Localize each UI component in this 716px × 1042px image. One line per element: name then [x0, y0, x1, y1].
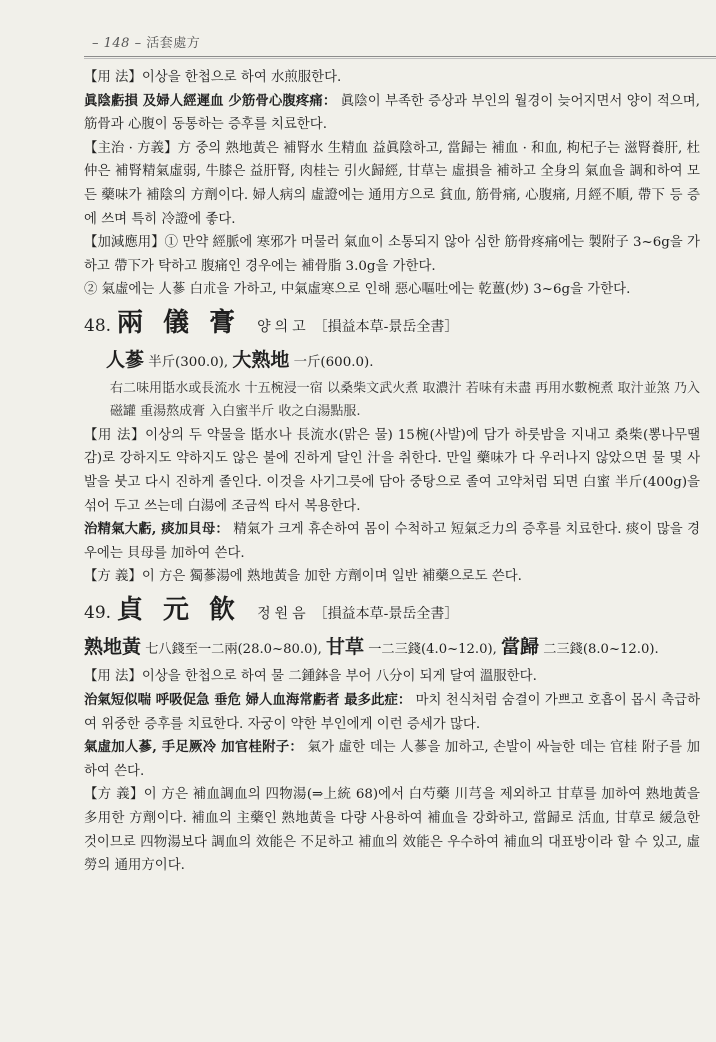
indication-paragraph — [84, 90, 700, 137]
header-rule — [84, 56, 716, 57]
page-body — [84, 66, 700, 878]
formula-source: ［損益本草-景岳全書］ — [313, 318, 459, 335]
formula-number: 48. — [84, 315, 112, 336]
ingredient-name: 大熟地 — [232, 348, 290, 371]
indication-paragraph — [84, 518, 700, 565]
indication-text: 眞陰이 부족한 증상과 부인의 월경이 늦어지면서 양이 적으며, 筋骨과 心腹이 동통하는 증후를 치료한다. — [84, 93, 700, 133]
ingredient-name: 熟地黃 — [84, 636, 142, 659]
indication-heading: 治氣短似喘 呼吸促急 垂危 婦人血海常虧者 最多此症： — [84, 692, 412, 709]
ingredient-line — [106, 346, 700, 377]
formula-reading: 양의고 — [257, 318, 310, 335]
ingredient-amount: 半斤(300.0), — [148, 354, 229, 370]
indication-text: 氣가 虛한 데는 人蔘을 加하고, 손발이 싸늘한 데는 官桂 附子를 加하여 쓴다. — [84, 740, 700, 779]
formula-name: 貞元飮 — [117, 594, 256, 625]
ingredient-amount: 七八錢至一二兩(28.0~80.0), — [145, 642, 322, 658]
formula-meaning-paragraph: 【方 義】이 方은 獨蔘湯에 熟地黃을 加한 方劑이며 일반 補藥으로도 쓴다. — [84, 569, 522, 585]
ingredient-amount: 一斤(600.0). — [293, 354, 374, 370]
indication-heading: 眞陰虧損 及婦人經遲血 少筋骨心腹疼痛： — [84, 92, 337, 109]
indication-paragraph — [84, 689, 700, 736]
indication-heading: 氣虛加人蔘, 手足厥冷 加官桂附子： — [84, 739, 304, 756]
indication-paragraph-2 — [84, 736, 700, 783]
ingredient-amount: 一二三錢(4.0~12.0), — [368, 642, 497, 658]
main-treatment-paragraph: 【主治 · 方義】方 중의 熟地黃은 補腎水 生精血 益眞陰하고, 當歸는 補血 · 和血, 枸杞子는 滋腎養肝, 杜仲은 補腎精氣虛弱, 牛膝은 益肝腎, 肉桂는 引火歸經, 甘草는 虛損을 補하고 全身의 氣血을 調和하여 모든 藥味가 補陰의 方劑이다. 婦人病의 虛證에는 通用方으로 貧血, 筋骨痛, 心腹痛, 月經不順, 帶下 등 증에 쓰며 특히 冷證에 좋다. — [84, 140, 700, 227]
modification-paragraph-2: ② 氣虛에는 人蔘 白朮을 가하고, 中氣虛寒으로 인해 惡心嘔吐에는 乾薑(炒) 3~6g을 가한다. — [84, 282, 631, 298]
ingredient-amount: 二三錢(8.0~12.0). — [543, 642, 659, 658]
usage-paragraph: 【用 法】이상을 한첩으로 하여 물 二鍾鉢을 부어 八分이 되게 달여 溫服한다. — [84, 669, 537, 685]
formula-name: 兩儀膏 — [117, 307, 256, 338]
indication-text: 精氣가 크게 휴손하여 몸이 수척하고 短氣乏力의 증후를 치료한다. 痰이 많을 경우에는 貝母를 加하여 쓴다. — [84, 522, 701, 561]
indication-text: 마치 천식처럼 숨결이 가쁘고 호흡이 몹시 촉급하여 위중한 증후를 치료한다. 자궁이 약한 부인에게 이런 증세가 많다. — [84, 693, 701, 732]
formula-heading-48 — [84, 307, 700, 340]
formula-source: ［損益本草-景岳全書］ — [313, 605, 459, 622]
page-number: 148 — [103, 36, 130, 51]
usage-paragraph: 【用 法】이상의 두 약물을 甛水나 長流水(맑은 물) 15椀(사발)에 담가 하룻밤을 지내고 桑柴(뽕나무땔감)로 강하지도 약하지도 않은 불에 진하게 달인 汁을 취한다. 만일 藥味가 다 우러나지 않았으면 물 몇 사발을 붓고 다시 진하게 졸인다. 이것을 사기그릇에 담아 중탕으로 졸여 고약처럼 되면 白蜜 半斤(400g)을 섞어 두고 쓰는데 白湯에 조금씩 타서 복용한다. — [84, 427, 700, 514]
usage-paragraph: 【用 法】이상을 한첩으로 하여 水煎服한다. — [84, 70, 342, 85]
ingredient-line — [84, 632, 700, 665]
ingredient-name: 當歸 — [501, 636, 540, 659]
formula-meaning-paragraph: 【方 義】이 方은 補血調血의 四物湯(⇒上統 68)에서 白芍藥 川芎을 제외하고 甘草를 加하여 熟地黃을 多用한 方劑이다. 補血의 主藥인 熟地黃을 다량 사용하여 補血을 강화하고, 當歸로 活血, 甘草로 緩急한 것이므로 四物湯보다 調血의 效能은 不足하고 補血의 效能은 우수하여 補血의 대표방이라 할 수 있고, 虛勞의 通用方이다. — [84, 787, 700, 874]
header-rule-secondary — [84, 58, 716, 59]
preparation-text: 右二味用甛水或長流水 十五椀浸一宿 以桑柴文武火煮 取濃汁 若味有未盡 再用水數椀煮 取汁並煞 乃入磁罐 重湯熬成膏 入白蜜半斤 收之白湯點服. — [110, 380, 700, 420]
running-header: – 148 – 活套處方 — [92, 36, 201, 51]
book-title: 活套處方 — [146, 36, 201, 51]
ingredient-name: 人蔘 — [106, 348, 145, 371]
ingredient-name: 甘草 — [326, 636, 365, 659]
modification-paragraph: 【加減應用】① 만약 經脈에 寒邪가 머물러 氣血이 소통되지 않아 심한 筋骨疼痛에는 製附子 3~6g을 가하고 帶下가 탁하고 腹痛인 경우에는 補骨脂 3.0g을 가한다. — [84, 235, 700, 274]
indication-heading: 治精氣大虧, 痰加貝母： — [84, 521, 229, 538]
formula-reading: 정원음 — [257, 605, 310, 622]
formula-heading-49 — [84, 594, 700, 627]
formula-number: 49. — [84, 602, 112, 623]
